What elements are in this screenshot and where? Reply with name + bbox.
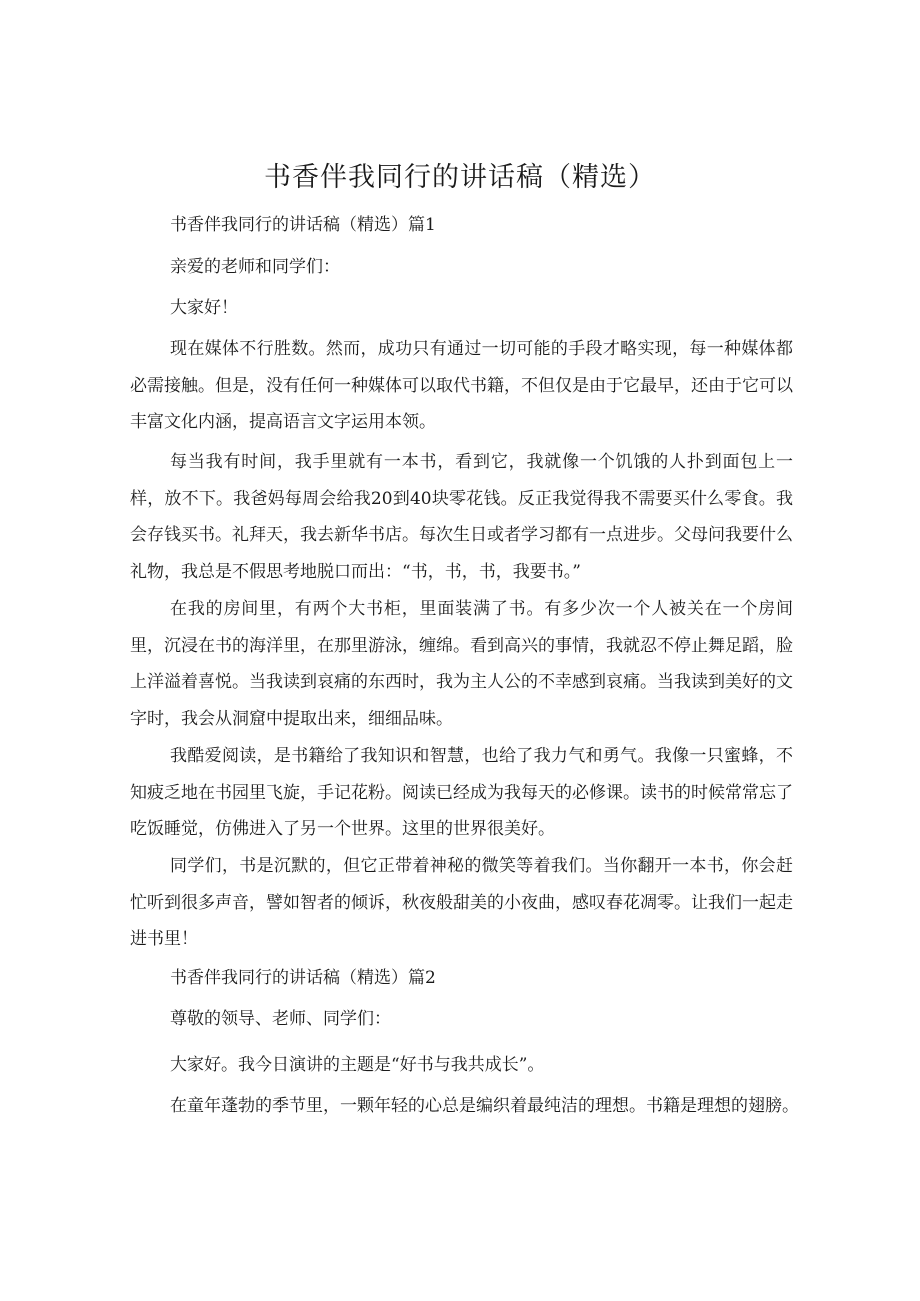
paragraph-childhood: 在童年蓬勃的季节里，一颗年轻的心总是编织着最纯洁的理想。书籍是理想的翅膀。 xyxy=(170,1096,799,1116)
section-heading-2: 书香伴我同行的讲话稿（精选）篇2 xyxy=(170,968,436,988)
speech-topic: 大家好。我今日演讲的主题是“好书与我共成长”。 xyxy=(170,1055,545,1075)
paragraph-books-silent: 同学们，书是沉默的，但它正带着神秘的微笑等着我们。当你翻开一本书，你会赶忙听到很多声音，譬如智者的倾诉，秋夜般甜美的小夜曲，感叹春花凋零。让我们一起走进书里！ xyxy=(130,856,793,949)
paragraph-pocket-money: 每当我有时间，我手里就有一本书，看到它，我就像一个饥饿的人扑到面包上一样，放不下。我爸妈每周会给我20到40块零花钱。反正我觉得我不需要买什么零食。我会存钱买书。礼拜天，我去新华书店。每次生日或者学习都有一点进步。父母问我要什么礼物，我总是不假思考地脱口而出：“书，书，书，我要书。” xyxy=(130,452,793,582)
document-title: 书香伴我同行的讲话稿（精选） xyxy=(264,162,656,193)
greeting-teachers-students: 亲爱的老师和同学们： xyxy=(170,257,340,277)
hello-everyone: 大家好！ xyxy=(170,298,238,318)
section-heading-1: 书香伴我同行的讲话稿（精选）篇1 xyxy=(170,215,436,235)
paragraph-love-reading: 我酷爱阅读，是书籍给了我知识和智慧，也给了我力气和勇气。我像一只蜜蜂，不知疲乏地在书园里飞旋，手记花粉。阅读已经成为我每天的必修课。读书的时候常常忘了吃饭睡觉，仿佛进入了另一个世界。这里的世界很美好。 xyxy=(130,746,793,839)
paragraph-bookshelves: 在我的房间里，有两个大书柜，里面装满了书。有多少次一个人被关在一个房间里，沉浸在书的海洋里，在那里游泳，缠绵。看到高兴的事情，我就忍不停止舞足蹈，脸上洋溢着喜悦。当我读到哀痛的东西时，我为主人公的不幸感到哀痛。当我读到美好的文字时，我会从洞窟中提取出来，细细品味。 xyxy=(130,599,793,729)
greeting-leaders-teachers: 尊敬的领导、老师、同学们： xyxy=(170,1009,391,1029)
paragraph-media: 现在媒体不行胜数。然而，成功只有通过一切可能的手段才略实现，每一种媒体都必需接触。但是，没有任何一种媒体可以取代书籍，不但仅是由于它最早，还由于它可以丰富文化内涵，提高语言文字运用本领。 xyxy=(130,339,793,432)
